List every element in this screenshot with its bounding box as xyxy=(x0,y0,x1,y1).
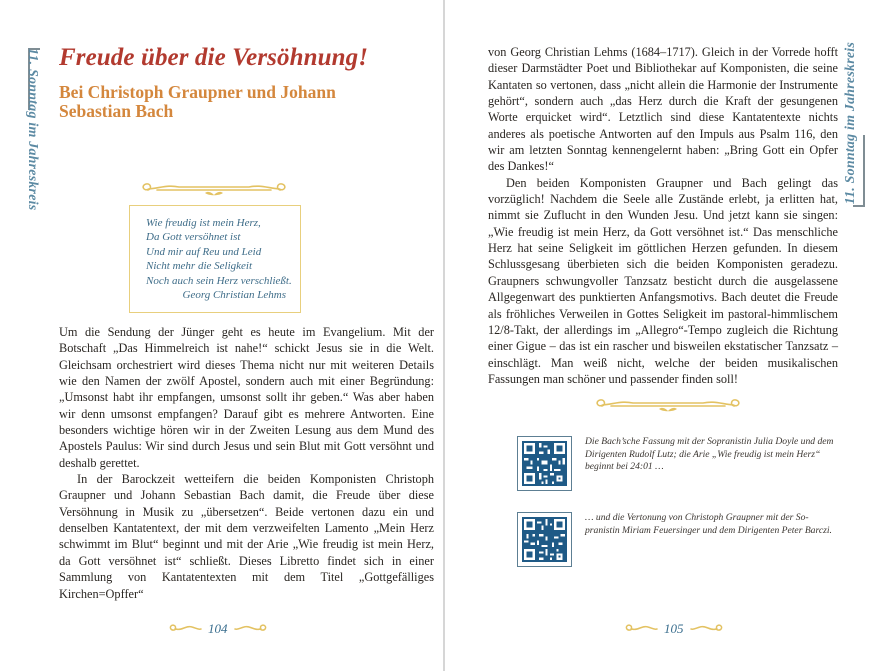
qr-code-icon[interactable] xyxy=(517,436,572,491)
chapter-title: Freude über die Versöhnung! xyxy=(59,44,369,71)
quote-author: Georg Christian Lehms xyxy=(182,289,286,302)
quote-line: Noch auch sein Herz verschließt. xyxy=(146,274,292,287)
ornament-divider-icon xyxy=(593,398,743,414)
flourish-left-icon xyxy=(168,623,202,635)
media-link-caption: … und die Vertonung von Christoph Graupner mit der Sopranistin Miriam Feuersinger und dem Dirigenten Peter Barczi. xyxy=(585,512,832,536)
page-number: 105 xyxy=(664,621,684,636)
flourish-right-icon xyxy=(234,623,268,635)
paragraph: In der Barockzeit wetteifern die beiden Komponisten Christoph Graupner und Johann Sebastian Bach damit, die Freude über diese Versöhnung in Musik zu „übersetzen“. Beide vertonen dazu ein und denselben Kantatentext, der mit dem verzweifelten Lamento „Mein Herz schwimmt im Blut“ beginnt und mit der Arie „Wie freudig ist mein Herz, da Gott versöhnet ist“ schließt. Dieses Libretto findet sich in einer Sammlung von Kantatentexten mit dem Titel „Gottgefälliges Kirchen=Opffer“ xyxy=(59,472,434,601)
running-head-rule-cap xyxy=(853,205,865,207)
flourish-right-icon xyxy=(690,623,724,635)
quote-line: Nicht mehr die Seligkeit xyxy=(146,260,252,273)
flourish-left-icon xyxy=(624,623,658,635)
body-text xyxy=(488,44,838,387)
running-head: 11. Sonntag im Jahreskreis xyxy=(843,42,858,205)
quote-line: Da Gott versöhnet ist xyxy=(146,231,241,244)
epigraph-quote xyxy=(129,205,301,313)
quote-line: Wie freudig ist mein Herz, xyxy=(146,217,261,229)
running-head: 11. Sonntag im Jahreskreis xyxy=(25,48,40,211)
chapter-subtitle: Bei Christoph Graupner und Johann Sebastian Bach xyxy=(59,82,336,121)
right-page xyxy=(445,0,874,671)
media-link-caption: Die Bach’sche Fassung mit der Sopranistin Julia Doyle und dem Dirigenten Rudolf Lutz; die Arie „Wie freudig ist mein Herz“ beginnt bei 24:01 … xyxy=(585,436,834,473)
body-text xyxy=(59,324,434,602)
qr-code-icon[interactable] xyxy=(517,512,572,567)
running-head-rule xyxy=(863,135,865,207)
quote-line: Und mir auf Reu und Leid xyxy=(146,245,262,258)
paragraph: Um die Sendung der Jünger geht es heute im Evangelium. Mit der Botschaft „Das Himmelreich ist nahe!“ schickt Jesus sie in die Welt. Gleichsam orchestriert wird dieses Thema nicht nur mit weiteren Details wie den Namen der zwölf Apostel, sondern auch mit einer Begründung: „Umsonst habt ihr empfangen, umsonst sollt ihr geben.“ Was aber haben wir denn umsonst empfangen? Darauf gibt es mehrere Antworten. Eine besonders wichtige hören wir in der Zweiten Lesung aus dem Mund des Apostels Paulus: Wir sind durch Jesus und sein Blut mit Gott versöhnt und deshalb gerettet. xyxy=(59,325,434,470)
ornament-divider-icon xyxy=(139,182,289,198)
paragraph: von Georg Christian Lehms (1684–1717). Gleich in der Vorrede hofft dieser Darmstädter Poet und Bibliothekar auf Komponisten, die seine Kantaten so vertonen, dass „nicht allein die Harmonie der Instrumente gehört“, sondern auch „das Herz durch die Kraft der gesungenen Worte erquicket wird“. Letztlich sind diese Kantatentexte nichts anderes als poetische Antworten auf den Impuls aus Psalm 116, den wir am letzten Sonntag kennengelernt haben: „Bring Gott ein Opfer des Dankes!“ xyxy=(488,45,838,174)
paragraph: Den beiden Komponisten Graupner und Bach gelingt das vorzüglich! Nachdem die Seele alle Zustände erlebt, ja erlitten hat, nimmt sie Zuflucht in den Wunden Jesu. Und jetzt kann sie singen: „Wie freudig ist mein Herz, da Gott versöhnet ist.“ Das menschliche Herz hat seine Seligkeit im göttlichen Herzen gefunden. In diesem Schlussgesang überbieten sich die beiden Komponisten geradezu. Graupners schwungvoller Tanzsatz besticht durch die ausgelassene Allgegenwart des punktierten Anfangsmotivs. Bach deutet die Freude als fröhliches Verweilen in Gottes Seligkeit im pastoral-himmlischem 12/8-Takt, der allerdings im „Allegro“-Tempo zugleich die Richtung einer Gigue – das ist ein rascher und bisweilen ekstatischer Tanzsatz – einschlägt. Man weiß nicht, welche der beiden musikalischen Fassungen man schöner und passender finden soll! xyxy=(488,175,838,386)
page-number-footer xyxy=(168,621,268,637)
media-link-bach[interactable] xyxy=(517,436,837,491)
page-number: 104 xyxy=(208,621,228,636)
media-link-graupner[interactable] xyxy=(517,512,837,567)
page-number-footer xyxy=(624,621,724,637)
